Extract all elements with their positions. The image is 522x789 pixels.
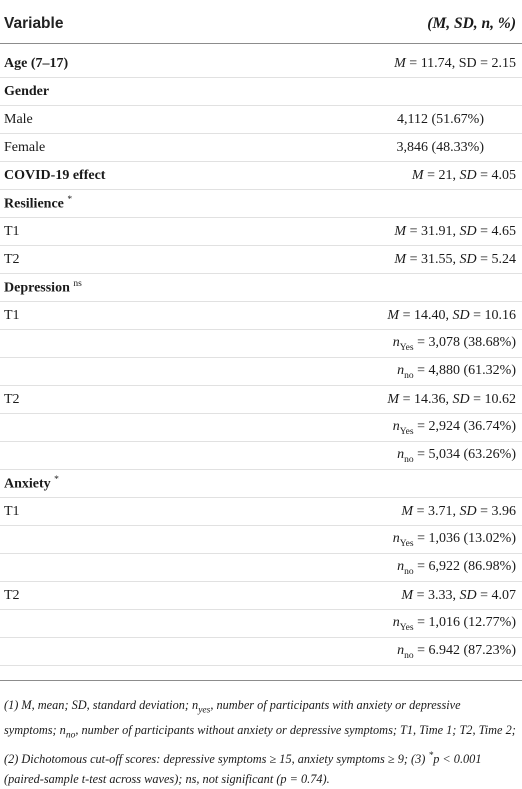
- table-row-resilience: [0, 190, 522, 218]
- row-label: T1: [4, 307, 20, 323]
- row-value: $n_{Yes} = 1,016$ (12.77%): [392, 614, 516, 633]
- row-label: T2: [4, 251, 20, 267]
- table-row-anxiety: [0, 470, 522, 498]
- row-value: M = 11.74, SD = 2.15: [394, 55, 516, 71]
- header-variable: Variable: [4, 15, 64, 32]
- significance-mark: *: [54, 474, 59, 485]
- row-value: 3,846 (48.33%): [396, 139, 484, 155]
- row-label: T2: [4, 391, 20, 407]
- row-value: M = 14.36, SD = 10.62: [387, 391, 516, 407]
- significance-mark: ns: [73, 278, 82, 289]
- row-value: M = 31.55, SD = 5.24: [394, 251, 516, 267]
- row-value: M = 14.40, SD = 10.16: [387, 307, 516, 323]
- row-label: T1: [4, 223, 20, 239]
- row-label: Male: [4, 111, 33, 127]
- table-row-anxiety-t1: [0, 498, 522, 526]
- row-value: $n_{Yes} = 3,078$ (38.68%): [392, 334, 516, 353]
- row-value: M = 21, SD = 4.05: [411, 167, 516, 183]
- table-row-depression: [0, 274, 522, 302]
- row-value: $n_{Yes} = 2,924$ (36.74%): [392, 418, 516, 437]
- row-value: $n_{no} = 5,034$ (63.26%): [397, 446, 516, 465]
- table-row-anxiety-t2: [0, 582, 522, 610]
- row-value: M = 3.33, SD = 4.07: [401, 587, 516, 603]
- table-row-anxiety-t2-no: [0, 638, 522, 666]
- table-row-anxiety-t2-yes: [0, 610, 522, 638]
- row-value: $n_{Yes} = 1,036$ (13.02%): [392, 530, 516, 549]
- row-label: COVID-19 effect: [4, 167, 106, 183]
- table-header: [0, 0, 522, 44]
- row-label: Depression $^{ns}$: [4, 278, 82, 296]
- row-value: M = 31.91, SD = 4.65: [394, 223, 516, 239]
- table-row-depression-t1-no: [0, 358, 522, 386]
- table-row-gender: [0, 78, 522, 106]
- row-label: T1: [4, 503, 20, 519]
- row-value: 4,112 (51.67%): [397, 111, 484, 127]
- row-value: $n_{no} = 4,880$ (61.32%): [397, 362, 516, 381]
- table-row-depression-t1: [0, 302, 522, 330]
- table-row-depression-t2-no: [0, 442, 522, 470]
- significance-mark: *: [67, 194, 73, 205]
- row-label: T2: [4, 587, 20, 603]
- row-label: Age (7–17): [4, 55, 69, 71]
- table-row-depression-t1-yes: [0, 330, 522, 358]
- row-label: Resilience *: [4, 194, 73, 212]
- table-row-male: [0, 106, 522, 134]
- table-row-depression-t2: [0, 386, 522, 414]
- row-value: M = 3.71, SD = 3.96: [401, 503, 516, 519]
- table-row-resilience-t1: [0, 218, 522, 246]
- table-row-age: [0, 50, 522, 78]
- row-value: $n_{no} = 6.942$ (87.23%): [397, 642, 516, 661]
- table-row-anxiety-t1-no: [0, 554, 522, 582]
- table-footnote: (1) M, mean; SD, standard deviation; $n_{yes}$, number of participants with anxiety or depressive symptoms; $n_{no}$, number of participants without anxiety or depressive symptoms; T1, Time 1; T2, Time 2; (2) Dichotomous cut-off scores: depressive symptoms ≥ 15, anxiety symptoms ≥ 9; (3) *p < 0.001 (paired-sample t-test across waves); ns, not significant (p = 0.74).: [0, 680, 522, 789]
- table-row-covid: [0, 162, 522, 190]
- table-body: [0, 44, 522, 666]
- table-row-resilience-t2: [0, 246, 522, 274]
- row-label: Gender: [4, 83, 50, 99]
- table-row-anxiety-t1-yes: [0, 526, 522, 554]
- table-row-depression-t2-yes: [0, 414, 522, 442]
- row-label: Anxiety *: [4, 474, 59, 492]
- row-value: $n_{no} = 6,922$ (86.98%): [397, 558, 516, 577]
- row-label: Female: [4, 139, 46, 155]
- table-row-female: [0, 134, 522, 162]
- header-stats: (M, SD, n, %): [427, 15, 516, 32]
